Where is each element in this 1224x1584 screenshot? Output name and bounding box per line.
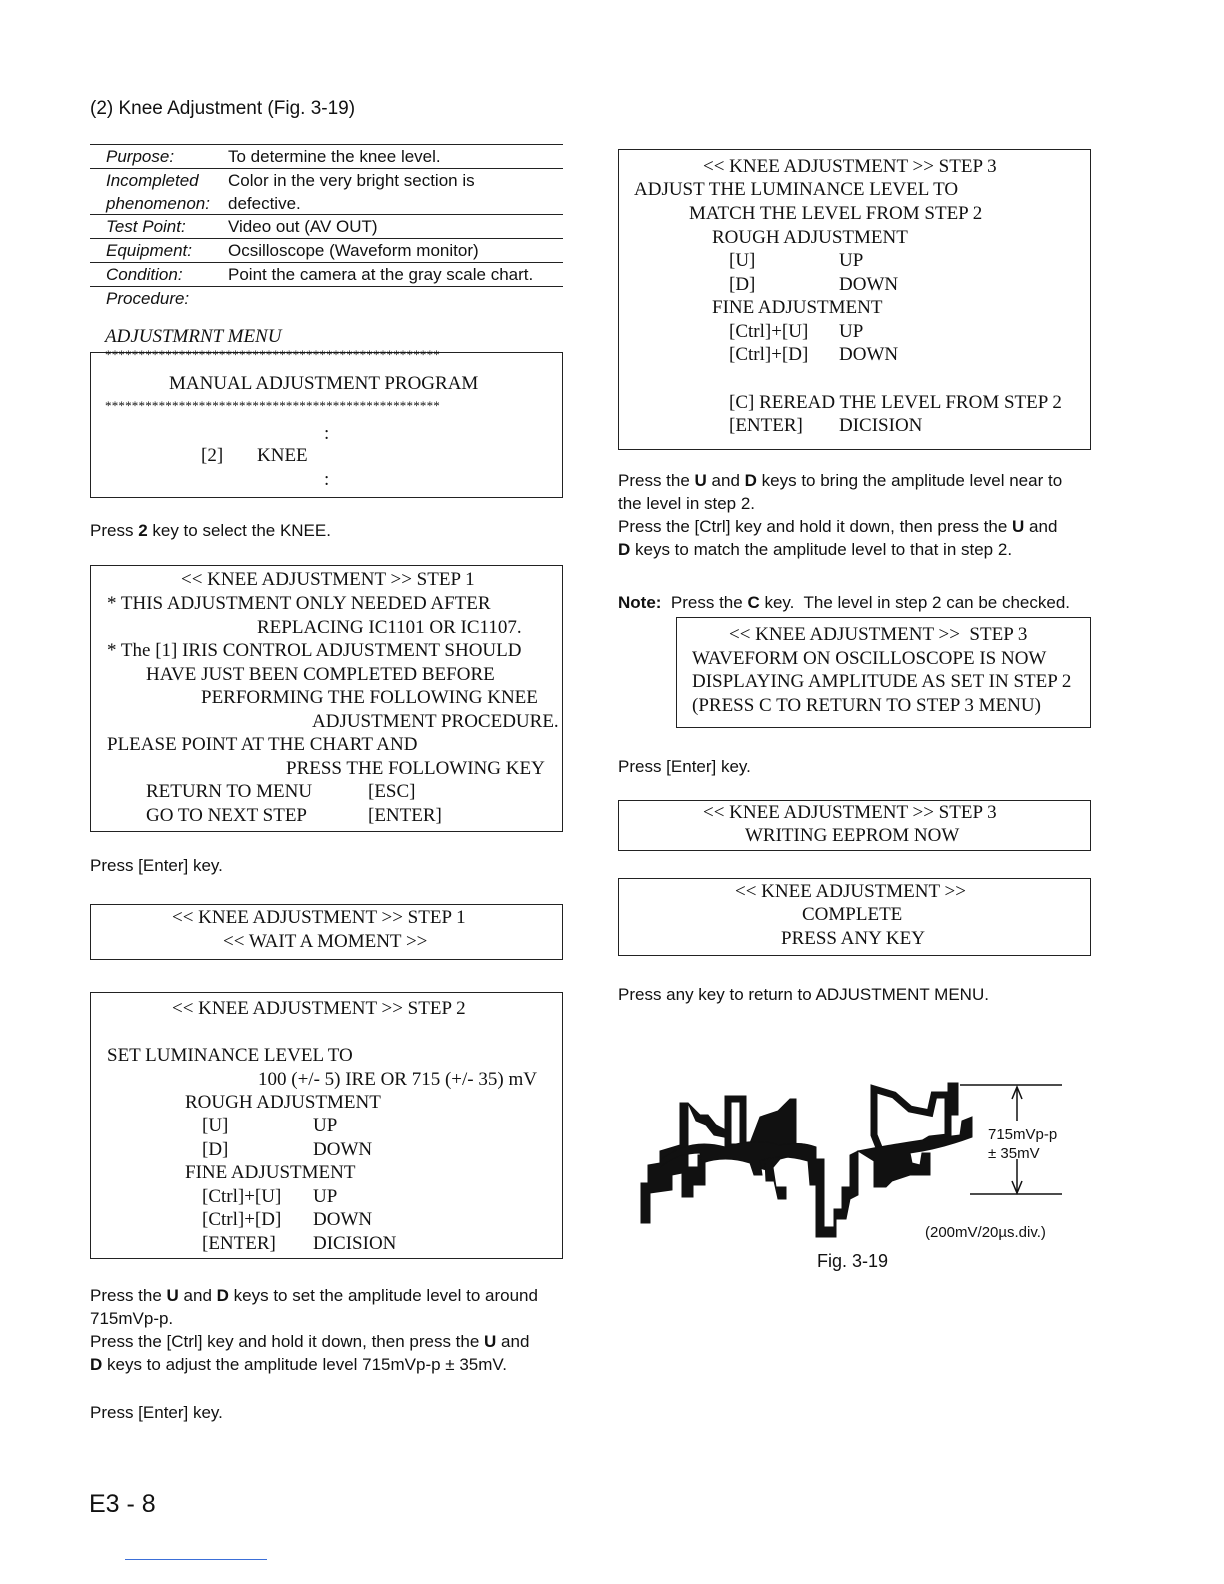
colon: : [324, 423, 330, 444]
stars-line: ************************************************** [105, 347, 440, 362]
step3-line: ADJUST THE LUMINANCE LEVEL TO [634, 179, 959, 200]
step1-line: * THIS ADJUSTMENT ONLY NEEDED AFTER [107, 593, 491, 614]
key-ctrl-d-action: DOWN [313, 1209, 373, 1230]
key-u-action: UP [839, 250, 864, 271]
key-d: D [744, 471, 757, 490]
step1-box [90, 565, 563, 832]
text: Press the [618, 471, 695, 490]
figure-caption: Fig. 3-19 [817, 1251, 889, 1271]
spec-label: Equipment: [106, 241, 192, 260]
key-d-action: DOWN [839, 274, 899, 295]
complete-title: << KNEE ADJUSTMENT >> [735, 881, 966, 902]
step2-fine: FINE ADJUSTMENT [185, 1162, 356, 1183]
key-d: [D] [729, 274, 756, 295]
text: and [706, 471, 745, 490]
scale-label: (200mV/20µs.div.) [925, 1224, 1046, 1241]
instruction-press-enter: Press [Enter] key. [618, 757, 751, 776]
note-line [618, 593, 1070, 613]
step1-line: PLEASE POINT AT THE CHART AND [107, 734, 418, 755]
step3-box [618, 149, 1091, 450]
text: and [178, 1286, 217, 1305]
note-box-title: << KNEE ADJUSTMENT >> STEP 3 [729, 624, 1028, 645]
note-box-line: DISPLAYING AMPLITUDE AS SET IN STEP 2 [692, 671, 1072, 692]
menu-title: MANUAL ADJUSTMENT PROGRAM [169, 373, 479, 394]
step3-reread: [C] REREAD THE LEVEL FROM STEP 2 [729, 392, 1062, 413]
spec-label: Purpose: [106, 147, 175, 166]
text: Press the [Ctrl] key and hold it down, then press the [618, 517, 1013, 536]
spec-label-procedure: Procedure: [106, 289, 190, 308]
key-enter-action: DICISION [313, 1233, 397, 1254]
stars-line: ************************************************** [105, 398, 440, 413]
eeprom-box [618, 800, 1091, 851]
spec-row-condition [90, 263, 563, 287]
text: keys to bring the amplitude level near to [756, 471, 1063, 490]
wait-line: << WAIT A MOMENT >> [223, 931, 428, 952]
complete-box [618, 878, 1091, 956]
key-d: D [216, 1286, 229, 1305]
waveform-trace [948, 1083, 958, 1115]
text: key. The level in step 2 can be checked. [759, 593, 1071, 612]
key-c: C [747, 593, 760, 612]
text: Press [90, 521, 139, 540]
waveform-trace [728, 1099, 743, 1147]
step3-fine: FINE ADJUSTMENT [712, 297, 883, 318]
waveform-trace [641, 1103, 705, 1223]
instruction-press-any-key: Press any key to return to ADJUSTMENT MENU. [618, 985, 989, 1004]
step1-title: << KNEE ADJUSTMENT >> STEP 1 [181, 569, 475, 590]
key-ctrl-u-action: UP [313, 1186, 338, 1207]
key-enter-action: DICISION [839, 415, 923, 436]
key-u: [U] [202, 1115, 229, 1136]
waveform-trace [688, 1103, 724, 1137]
menu-item-knee: KNEE [257, 445, 308, 466]
note-box-line: WAVEFORM ON OSCILLOSCOPE IS NOW [692, 648, 1047, 669]
spec-value: Color in the very bright section is [228, 171, 475, 190]
key-u: U [484, 1332, 497, 1351]
key-ctrl-d: [Ctrl]+[D] [729, 344, 809, 365]
step2-line: SET LUMINANCE LEVEL TO [107, 1045, 353, 1066]
step1-line: HAVE JUST BEEN COMPLETED BEFORE [146, 664, 495, 685]
section-title: (2) Knee Adjustment (Fig. 3-19) [90, 98, 356, 119]
text: keys to set the amplitude level to around [228, 1286, 538, 1305]
menu-caption: ADJUSTMRNT MENU [105, 326, 282, 347]
key-u: U [166, 1286, 179, 1305]
tolerance-label: ± 35mV [988, 1145, 1040, 1162]
spec-row-equipment [90, 239, 563, 263]
step2-rough: ROUGH ADJUSTMENT [185, 1092, 381, 1113]
step3-title: << KNEE ADJUSTMENT >> STEP 3 [703, 156, 997, 177]
key-enter: [ENTER] [729, 415, 803, 436]
text: 715mVp-p. [90, 1309, 174, 1328]
note-box [676, 617, 1091, 728]
waveform-trace [765, 1161, 786, 1199]
key-ctrl-d-action: DOWN [839, 344, 899, 365]
step3-line: MATCH THE LEVEL FROM STEP 2 [689, 203, 983, 224]
wait-title: << KNEE ADJUSTMENT >> STEP 1 [172, 907, 466, 928]
note-label: Note: [618, 593, 662, 612]
step1-line: REPLACING IC1101 OR IC1107. [257, 617, 522, 638]
step2-box [90, 992, 563, 1259]
step1-next-label: GO TO NEXT STEP [146, 805, 307, 826]
spec-value: To determine the knee level. [228, 147, 441, 166]
adjustment-menu-box [90, 347, 563, 498]
step1-line: * The [1] IRIS CONTROL ADJUSTMENT SHOULD [107, 640, 522, 661]
text: keys to match the amplitude level to that in step 2. [630, 540, 1013, 559]
spec-value: Ocsilloscope (Waveform monitor) [228, 241, 479, 260]
step1-line: PRESS THE FOLLOWING KEY [286, 758, 545, 779]
key-ctrl-d: [Ctrl]+[D] [202, 1209, 282, 1230]
key-d: D [90, 1355, 103, 1374]
key-ctrl-u-action: UP [839, 321, 864, 342]
spec-row-purpose [90, 145, 563, 169]
step1-wait-box [90, 904, 563, 960]
key-d: [D] [202, 1139, 229, 1160]
step1-return-label: RETURN TO MENU [146, 781, 313, 802]
spec-row-test-point [90, 215, 563, 239]
spec-value: Video out (AV OUT) [228, 217, 378, 236]
complete-line: PRESS ANY KEY [781, 928, 925, 949]
spec-label: Condition: [106, 265, 183, 284]
key-d: D [618, 540, 631, 559]
text: Press the [Ctrl] key and hold it down, then press the [90, 1332, 485, 1351]
key-u: [U] [729, 250, 756, 271]
step2-instructions [90, 1284, 570, 1376]
key-u-action: UP [313, 1115, 338, 1136]
instruction-press-enter: Press [Enter] key. [90, 856, 223, 875]
note-box-line: (PRESS C TO RETURN TO STEP 3 MENU) [692, 695, 1041, 716]
key-u: U [1012, 517, 1025, 536]
amplitude-label: 715mVp-p [988, 1126, 1058, 1143]
step2-line: 100 (+/- 5) IRE OR 715 (+/- 35) mV [258, 1069, 537, 1090]
step1-line: PERFORMING THE FOLLOWING KNEE [201, 687, 538, 708]
colon: : [324, 469, 330, 490]
eeprom-title: << KNEE ADJUSTMENT >> STEP 3 [703, 802, 997, 823]
step3-instructions [618, 469, 1098, 561]
text: Press the [670, 593, 748, 612]
text: and [1024, 517, 1058, 536]
eeprom-line: WRITING EEPROM NOW [745, 825, 960, 846]
text: key to select the KNEE. [147, 521, 331, 540]
text: and [496, 1332, 530, 1351]
spec-value: Point the camera at the gray scale chart. [228, 265, 534, 284]
page-number: E3 - 8 [89, 1490, 156, 1518]
step1-enter-key: [ENTER] [368, 805, 442, 826]
menu-item-key: [2] [201, 445, 224, 466]
complete-line: COMPLETE [802, 904, 903, 925]
spec-label: Test Point: [106, 217, 186, 236]
text: Press the [90, 1286, 167, 1305]
step3-rough: ROUGH ADJUSTMENT [712, 227, 908, 248]
spec-row-phenomenon [90, 169, 563, 215]
instruction-press-enter: Press [Enter] key. [90, 1403, 223, 1422]
waveform-trace [816, 1151, 858, 1237]
key-ctrl-u: [Ctrl]+[U] [202, 1186, 282, 1207]
key-enter: [ENTER] [202, 1233, 276, 1254]
instruction-press-2 [90, 521, 331, 541]
spec-label: phenomenon: [106, 194, 210, 213]
text: the level in step 2. [618, 494, 756, 513]
spec-label: Incompleted [106, 171, 199, 190]
key-d-action: DOWN [313, 1139, 373, 1160]
step2-title: << KNEE ADJUSTMENT >> STEP 2 [172, 998, 466, 1019]
text: keys to adjust the amplitude level 715mVp-p ± 35mV. [102, 1355, 507, 1374]
key-u: U [694, 471, 707, 490]
key-ctrl-u: [Ctrl]+[U] [729, 321, 809, 342]
step1-line: ADJUSTMENT PROCEDURE. [312, 711, 559, 732]
key-2: 2 [138, 521, 148, 540]
footer-rule [125, 1559, 267, 1560]
spec-value: defective. [228, 194, 301, 213]
step1-esc-key: [ESC] [368, 781, 416, 802]
